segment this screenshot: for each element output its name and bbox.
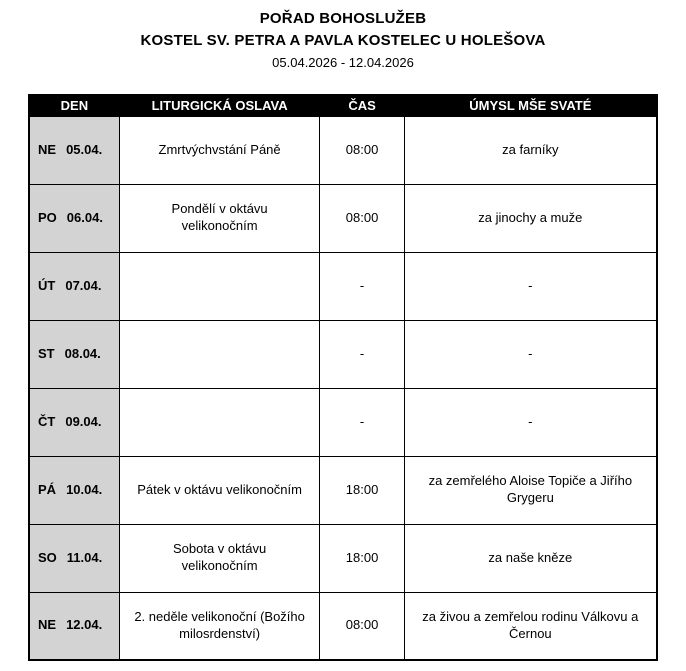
intention-cell: za zemřelého Aloise Topiče a Jiřího Grygeru [404,456,657,524]
celebration-cell: Pátek v oktávu velikonočním [119,456,320,524]
celebration-cell [119,252,320,320]
day-label [38,346,115,363]
day-cell [29,456,119,524]
day-cell [29,320,119,388]
intention-cell: - [404,252,657,320]
column-header-cas: ČAS [320,95,404,116]
intention-cell: za farníky [404,116,657,184]
time-cell: - [320,388,404,456]
time-cell: 08:00 [320,592,404,660]
day-label [38,414,115,431]
table-row [29,592,657,660]
day-abbr: PO [38,209,57,225]
day-abbr: ČT [38,413,56,429]
day-cell [29,388,119,456]
day-abbr: ÚT [38,277,56,293]
column-header-den: DEN [29,95,119,116]
celebration-cell: Zmrtvýchvstání Páně [119,116,320,184]
day-date: 08.04. [64,345,101,361]
intention-cell: - [404,320,657,388]
day-abbr: NE [38,617,57,633]
table-header-row [29,95,657,116]
day-date: 10.04. [66,481,103,497]
day-cell [29,592,119,660]
time-cell: 08:00 [320,116,404,184]
date-range: 05.04.2026 - 12.04.2026 [272,55,414,70]
day-cell [29,252,119,320]
celebration-cell [119,320,320,388]
time-cell: 08:00 [320,184,404,252]
time-cell: 18:00 [320,456,404,524]
schedule-table [28,94,658,661]
day-abbr: SO [38,549,57,565]
day-date: 06.04. [66,209,103,225]
day-date: 11.04. [66,549,103,565]
day-date: 12.04. [66,617,103,633]
day-label [38,482,115,499]
day-label [38,550,115,567]
day-date: 09.04. [65,413,102,429]
intention-cell: za živou a zemřelou rodinu Válkovu a Černou [404,592,657,660]
church-name: KOSTEL SV. PETRA A PAVLA KOSTELEC U HOLEŠOVA [140,32,546,49]
table-row [29,456,657,524]
day-label [38,278,115,295]
column-header-liturgicka-oslava: LITURGICKÁ OSLAVA [119,95,320,116]
table-row [29,320,657,388]
table-row [29,184,657,252]
day-date: 05.04. [66,141,103,157]
day-label [38,210,115,227]
table-row [29,524,657,592]
day-date: 07.04. [65,277,102,293]
column-header-umysl: ÚMYSL MŠE SVATÉ [404,95,657,116]
day-cell [29,524,119,592]
day-abbr: NE [38,141,57,157]
celebration-cell: Pondělí v oktávu velikonočním [119,184,320,252]
intention-cell: za naše kněze [404,524,657,592]
day-cell [29,116,119,184]
day-label [38,142,115,159]
intention-cell: za jinochy a muže [404,184,657,252]
celebration-cell [119,388,320,456]
time-cell: 18:00 [320,524,404,592]
day-cell [29,184,119,252]
document-header [0,10,686,70]
time-cell: - [320,320,404,388]
page-title: POŘAD BOHOSLUŽEB [259,10,427,27]
table-row [29,252,657,320]
day-abbr: ST [38,345,55,361]
celebration-cell: 2. neděle velikonoční (Božího milosrdenství) [119,592,320,660]
table-row [29,116,657,184]
table-row [29,388,657,456]
day-abbr: PÁ [38,481,57,497]
celebration-cell: Sobota v oktávu velikonočním [119,524,320,592]
intention-cell: - [404,388,657,456]
day-label [38,617,115,634]
time-cell: - [320,252,404,320]
